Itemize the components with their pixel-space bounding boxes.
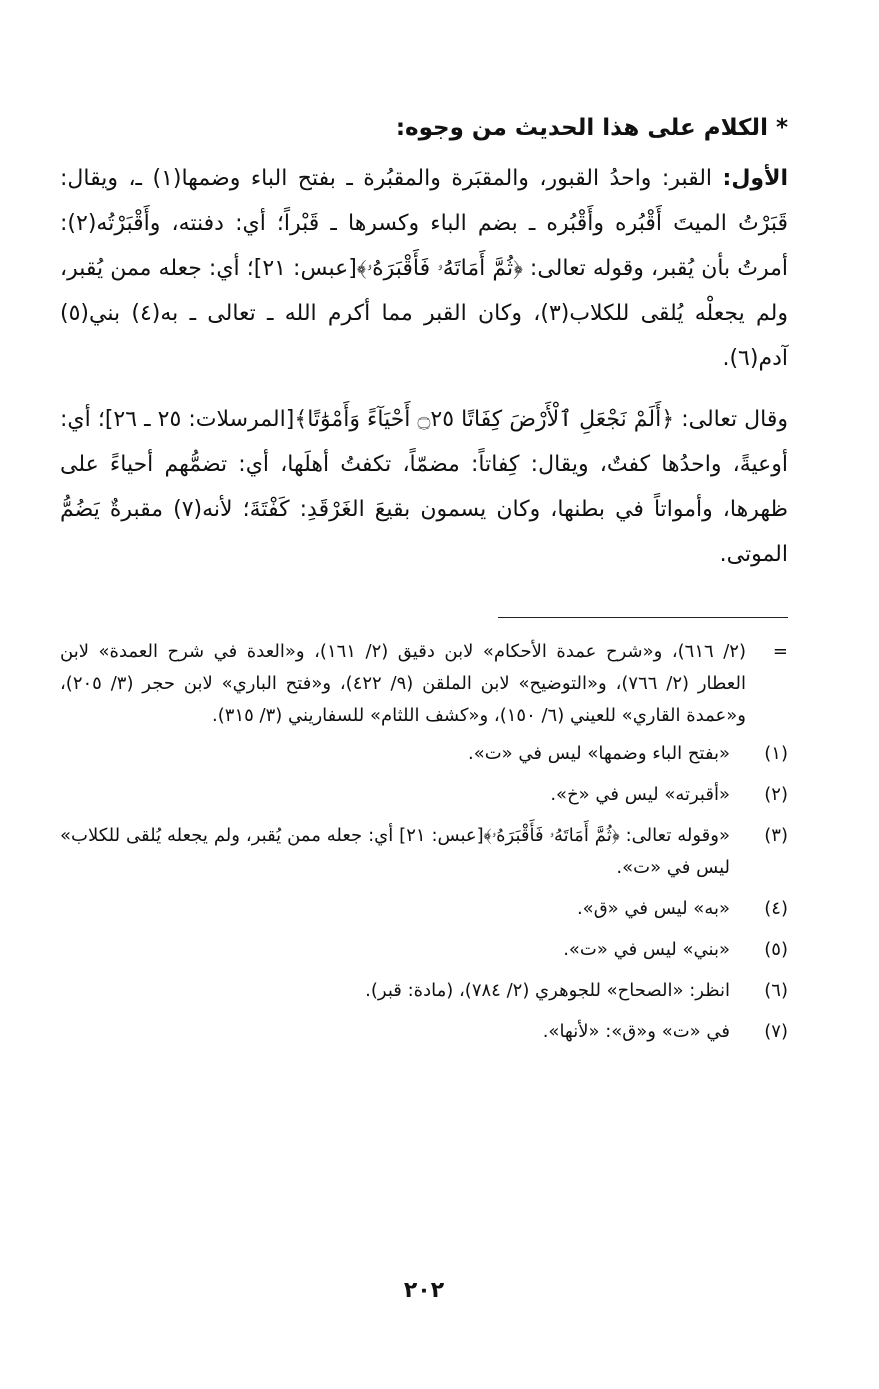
footnote-3 — [60, 820, 788, 884]
book-page — [60, 108, 788, 1348]
footnote-number: (٧) — [764, 1021, 788, 1042]
footnote-1 — [60, 738, 788, 770]
footnote-text: «بني» ليس في «ت». — [563, 939, 730, 960]
paragraph-text: وقال تعالى: ﴿أَلَمْ نَجْعَلِ ٱلْأَرْضَ كِفَاتًا ۝٢٥ أَحْيَآءً وَأَمْوَٰتًا﴾[المرسلات: ٢٥ ـ ٢٦]؛ أي: أوعيةً، واحدُها كفتٌ، ويقال: كِفاتاً: مضمّاً، تكفتُ أهلَها، أي: تضمُّهم أحياءً على ظهرها، وأمواتاً في بطنها، وكان يسمون بقيعَ الغَرْقَدِ: كَفْتَةَ؛ لأنه(٧) مقبرةٌ يَضُمُّ الموتى. — [60, 407, 789, 567]
paragraph-text: القبر: واحدُ القبور، والمقبَرة والمقبُرة ـ بفتح الباء وضمها(١) ـ، ويقال: قَبَرْتُ الميتَ أَقْبُره وأَقْبُره ـ بضم الباء وكسرها ـ قَبْراً؛ أي: دفنته، وأَقْبَرْتُه(٢): أمرتُ بأن يُقبر، وقوله تعالى: ﴿ثُمَّ أَمَاتَهُۥ فَأَقْبَرَهُۥ﴾[عبس: ٢١]؛ أي: جعله ممن يُقبر، ولم يجعلْه يُلقى للكلاب(٣)، وكان القبر مما أكرم الله ـ تعالى ـ به(٤) بني(٥) آدم(٦). — [60, 166, 788, 371]
footnote-number: (٦) — [764, 980, 788, 1001]
footnote-number: (٢) — [764, 784, 788, 805]
footnote-number: (١) — [764, 743, 788, 764]
footnote-7 — [60, 1016, 788, 1048]
footnote-number: (٥) — [764, 939, 788, 960]
footnote-divider — [498, 617, 788, 618]
footnote-text: «وقوله تعالى: ﴿ثُمَّ أَمَاتَهُۥ فَأَقْبَرَهُۥ﴾[عبس: ٢١] أي: جعله ممن يُقبر، ولم يجعله يُلقى للكلاب» ليس في «ت». — [60, 825, 730, 878]
section-heading: * الكلام على هذا الحديث من وجوه: — [395, 115, 788, 141]
footnote-continuation — [60, 636, 788, 732]
footnote-4 — [60, 893, 788, 925]
body-paragraph-2 — [60, 397, 788, 577]
footnote-number: (٤) — [764, 898, 788, 919]
footnote-list — [60, 738, 788, 1048]
footnote-text: «أقبرته» ليس في «خ». — [550, 784, 730, 805]
continuation-marker: = — [772, 641, 788, 662]
footnote-text: (٢/ ٦١٦)، و«شرح عمدة الأحكام» لابن دقيق (٢/ ١٦١)، و«العدة في شرح العمدة» لابن العطار (٢/ ٧٦٦)، و«التوضيح» لابن الملقن (٩/ ٤٢٢)، و«فتح الباري» لابن حجر (٣/ ٢٠٥)، و«عمدة القاري» للعيني (٦/ ١٥٠)، و«كشف اللثام» للسفاريني (٣/ ٣١٥). — [60, 641, 746, 726]
footnote-5 — [60, 934, 788, 966]
footnote-text: «به» ليس في «ق». — [576, 898, 730, 919]
footnote-text: في «ت» و«ق»: «لأنها». — [542, 1021, 730, 1042]
footnote-6 — [60, 975, 788, 1007]
footnote-text: انظر: «الصحاح» للجوهري (٢/ ٧٨٤)، (مادة: قبر). — [365, 980, 730, 1001]
body-paragraph-1 — [60, 156, 788, 381]
footnote-2 — [60, 779, 788, 811]
paragraph-lead: الأول: — [722, 166, 789, 191]
page-number: ٢٠٢ — [403, 1278, 445, 1303]
footnote-number: (٣) — [764, 825, 788, 846]
footnote-text: «بفتح الباء وضمها» ليس في «ت». — [468, 743, 730, 764]
